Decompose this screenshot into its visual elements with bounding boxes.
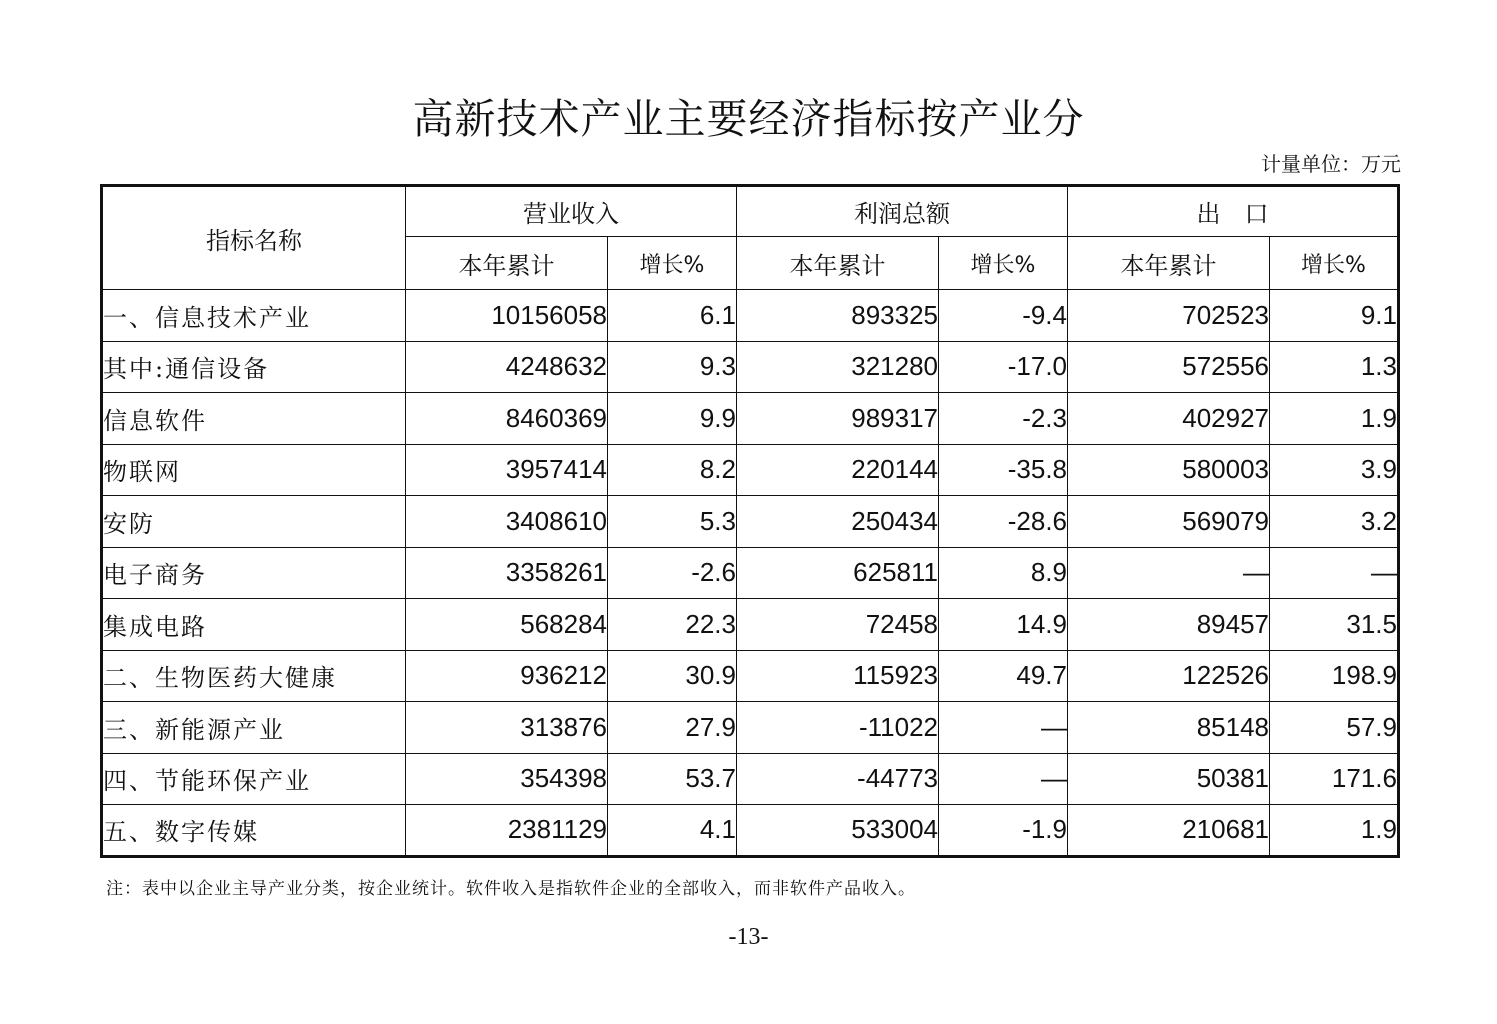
table-cell: -2.6 <box>608 547 737 599</box>
table-row <box>102 444 1399 496</box>
table-cell: 22.3 <box>608 599 737 651</box>
table-cell: 2381129 <box>406 805 608 857</box>
table-row <box>102 496 1399 548</box>
table-cell: 1.3 <box>1270 341 1399 393</box>
row-name: 其中:通信设备 <box>102 341 406 393</box>
table-row <box>102 702 1399 754</box>
table-cell: 572556 <box>1068 341 1270 393</box>
table-cell: 89457 <box>1068 599 1270 651</box>
table-cell: — <box>1068 547 1270 599</box>
row-name: 电子商务 <box>102 547 406 599</box>
table-cell: 702523 <box>1068 290 1270 342</box>
table-cell: 122526 <box>1068 650 1270 702</box>
table-cell: 171.6 <box>1270 753 1399 805</box>
header-group-export: 出 口 <box>1068 186 1399 237</box>
table-row <box>102 650 1399 702</box>
header-indicator-name: 指标名称 <box>102 186 406 290</box>
table-cell: 354398 <box>406 753 608 805</box>
table-cell: 210681 <box>1068 805 1270 857</box>
table-cell: 5.3 <box>608 496 737 548</box>
table-cell: 568284 <box>406 599 608 651</box>
table-cell: 30.9 <box>608 650 737 702</box>
table-cell: -28.6 <box>939 496 1068 548</box>
row-name: 物联网 <box>102 444 406 496</box>
table-row <box>102 393 1399 445</box>
row-name: 一、信息技术产业 <box>102 290 406 342</box>
table-row <box>102 805 1399 857</box>
table-cell: — <box>939 702 1068 754</box>
unit-label: 计量单位：万元 <box>1261 152 1401 176</box>
table-cell: 3.9 <box>1270 444 1399 496</box>
table-cell: 321280 <box>737 341 939 393</box>
table-cell: 580003 <box>1068 444 1270 496</box>
header-row-groups <box>102 186 1399 237</box>
header-revenue-ytd: 本年累计 <box>406 237 608 290</box>
table-cell: 250434 <box>737 496 939 548</box>
footnote: 注：表中以企业主导产业分类，按企业统计。软件收入是指软件企业的全部收入，而非软件产品收入。 <box>106 879 916 899</box>
table-cell: — <box>939 753 1068 805</box>
document-title: 高新技术产业主要经济指标按产业分 <box>412 95 1085 143</box>
indicator-table <box>100 184 1400 858</box>
table-cell: 9.1 <box>1270 290 1399 342</box>
table-cell: 1.9 <box>1270 393 1399 445</box>
table-cell: -11022 <box>737 702 939 754</box>
row-name: 五、数字传媒 <box>102 805 406 857</box>
table-cell: 8.9 <box>939 547 1068 599</box>
table-cell: 198.9 <box>1270 650 1399 702</box>
table-cell: 9.9 <box>608 393 737 445</box>
table-cell: -9.4 <box>939 290 1068 342</box>
table-cell: 893325 <box>737 290 939 342</box>
table-cell: 49.7 <box>939 650 1068 702</box>
header-group-revenue: 营业收入 <box>406 186 737 237</box>
table-cell: 989317 <box>737 393 939 445</box>
table-cell: 313876 <box>406 702 608 754</box>
table-cell: 1.9 <box>1270 805 1399 857</box>
table-cell: — <box>1270 547 1399 599</box>
table-cell: 3957414 <box>406 444 608 496</box>
table-cell: -17.0 <box>939 341 1068 393</box>
table-cell: 10156058 <box>406 290 608 342</box>
table-cell: -2.3 <box>939 393 1068 445</box>
table-cell: 3.2 <box>1270 496 1399 548</box>
table-cell: 4.1 <box>608 805 737 857</box>
table-cell: 53.7 <box>608 753 737 805</box>
table-cell: 115923 <box>737 650 939 702</box>
table-cell: 533004 <box>737 805 939 857</box>
table-cell: 569079 <box>1068 496 1270 548</box>
table-cell: 220144 <box>737 444 939 496</box>
table-row <box>102 341 1399 393</box>
row-name: 安防 <box>102 496 406 548</box>
header-revenue-growth: 增长% <box>608 237 737 290</box>
header-group-profit: 利润总额 <box>737 186 1068 237</box>
row-name: 四、节能环保产业 <box>102 753 406 805</box>
table-cell: 31.5 <box>1270 599 1399 651</box>
table-cell: 3408610 <box>406 496 608 548</box>
table-row <box>102 599 1399 651</box>
table-cell: 6.1 <box>608 290 737 342</box>
table-cell: 57.9 <box>1270 702 1399 754</box>
header-export-ytd: 本年累计 <box>1068 237 1270 290</box>
table-cell: 27.9 <box>608 702 737 754</box>
table-cell: -35.8 <box>939 444 1068 496</box>
table-cell: -1.9 <box>939 805 1068 857</box>
table-cell: 9.3 <box>608 341 737 393</box>
table-cell: 8.2 <box>608 444 737 496</box>
table-cell: 85148 <box>1068 702 1270 754</box>
table-cell: 50381 <box>1068 753 1270 805</box>
page-number: -13- <box>728 924 769 950</box>
table-cell: 72458 <box>737 599 939 651</box>
row-name: 信息软件 <box>102 393 406 445</box>
header-profit-ytd: 本年累计 <box>737 237 939 290</box>
row-name: 集成电路 <box>102 599 406 651</box>
row-name: 三、新能源产业 <box>102 702 406 754</box>
row-name: 二、生物医药大健康 <box>102 650 406 702</box>
table-cell: 14.9 <box>939 599 1068 651</box>
header-export-growth: 增长% <box>1270 237 1399 290</box>
table-cell: 3358261 <box>406 547 608 599</box>
table-row <box>102 753 1399 805</box>
table-cell: 936212 <box>406 650 608 702</box>
table-row <box>102 290 1399 342</box>
table-row <box>102 547 1399 599</box>
table-cell: -44773 <box>737 753 939 805</box>
table-cell: 625811 <box>737 547 939 599</box>
table-cell: 402927 <box>1068 393 1270 445</box>
table-cell: 8460369 <box>406 393 608 445</box>
table-cell: 4248632 <box>406 341 608 393</box>
header-profit-growth: 增长% <box>939 237 1068 290</box>
